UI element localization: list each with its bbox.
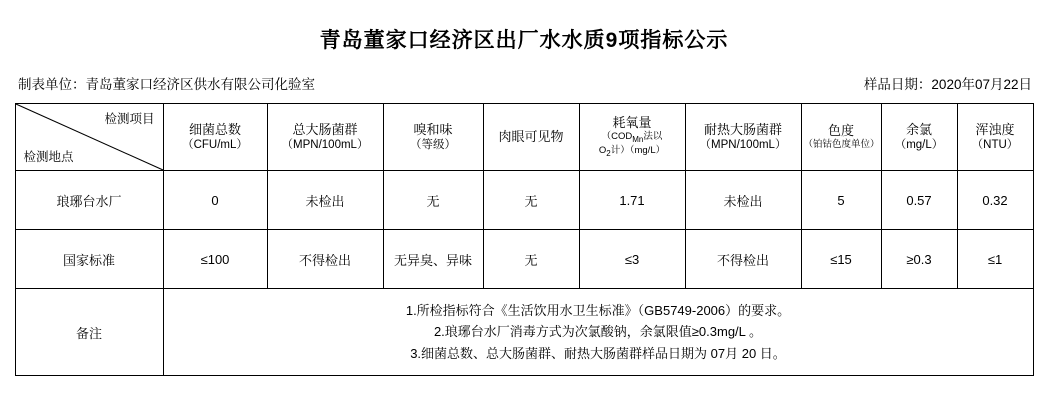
column-header-chroma [801,104,881,171]
cell-value: 0.32 [957,171,1033,230]
unit-part-3: O [598,145,607,157]
cell-value: ≤100 [163,230,267,289]
sample-date-label: 样品日期： [863,77,932,93]
column-header-odor-taste [383,104,483,171]
column-header-bacteria-total [163,104,267,171]
cell-value: ≤15 [801,230,881,289]
unit-part-4: 计）（mg/L） [610,145,666,157]
table-row [15,230,1033,289]
corner-label-location: 检测地点 [23,150,74,165]
column-header-name: 浑浊度 [975,121,1015,137]
maker-value: 青岛董家口经济区供水有限公司化验室 [85,77,315,93]
note-line: 1.所检指标符合《生活饮用水卫生标准》（GB5749-2006）的要求。 [405,303,791,319]
column-header-unit-line2 [582,145,683,159]
note-content [163,289,1033,376]
sample-date-info [864,73,1032,93]
column-header-unit: （等级） [410,139,456,152]
column-header-residual-chlorine [881,104,957,171]
cell-value: 0.57 [881,171,957,230]
note-line: 2.琅琊台水厂消毒方式为次氯酸钠，余氯限值≥0.3mg/L 。 [433,324,763,340]
column-header-name: 耐热大肠菌群 [703,121,782,137]
table-corner-cell [15,104,163,171]
column-header-total-coliform [267,104,383,171]
unit-subscript-2: 2 [606,149,611,159]
corner-label-item: 检测项目 [104,112,155,127]
water-quality-table [15,103,1034,376]
column-header-name: 细菌总数 [188,121,241,137]
column-header-name: 耗氧量 [612,115,652,131]
column-header-unit: （NTU） [971,139,1019,152]
note-label: 备注 [15,289,163,376]
cell-value: 未检出 [685,171,801,230]
cell-value: 不得检出 [685,230,801,289]
cell-value: 不得检出 [267,230,383,289]
cell-value: 1.71 [579,171,685,230]
column-header-name: 嗅和味 [413,121,453,137]
maker-info [18,73,315,93]
unit-part-1: （COD [601,131,633,143]
table-row [15,171,1033,230]
column-header-name: 肉眼可见物 [498,129,564,145]
table-header-row [15,104,1033,171]
cell-value: ≤3 [579,230,685,289]
column-header-thermotolerant-coliform [685,104,801,171]
column-header-unit: （CFU/mL） [182,139,248,152]
cell-value: ≤1 [957,230,1033,289]
column-header-unit: （MPN/100mL） [281,139,369,152]
sample-date-value: 2020年07月22日 [931,77,1032,93]
cell-value: 5 [801,171,881,230]
cell-value: ≥0.3 [881,230,957,289]
column-header-unit-line1 [582,131,683,145]
cell-value: 0 [163,171,267,230]
row-label-national-standard: 国家标准 [15,230,163,289]
cell-value: 无异臭、异味 [383,230,483,289]
column-header-name: 色度 [827,123,854,139]
column-header-name: 总大肠菌群 [292,121,358,137]
cell-value: 未检出 [267,171,383,230]
column-header-oxygen-consumption [579,104,685,171]
unit-part-2: 法以 [643,131,663,143]
column-header-visible-matter [483,104,579,171]
document-meta [0,53,1048,103]
column-header-unit: （铂钴色度单位） [803,139,880,151]
column-header-unit: （mg/L） [894,139,944,152]
column-header-turbidity [957,104,1033,171]
row-label-plant: 琅琊台水厂 [15,171,163,230]
cell-value: 无 [483,230,579,289]
table-note-row [15,289,1033,376]
cell-value: 无 [483,171,579,230]
note-line: 3.细菌总数、总大肠菌群、耐热大肠菌群样品日期为 07月 20 日。 [410,345,786,361]
maker-label: 制表单位： [18,77,86,93]
cell-value: 无 [383,171,483,230]
unit-subscript-1: Mn [632,135,644,145]
page-title: 青岛董家口经济区出厂水水质9项指标公示 [319,29,729,52]
column-header-name: 余氯 [905,121,932,137]
column-header-unit: （MPN/100mL） [699,139,787,152]
